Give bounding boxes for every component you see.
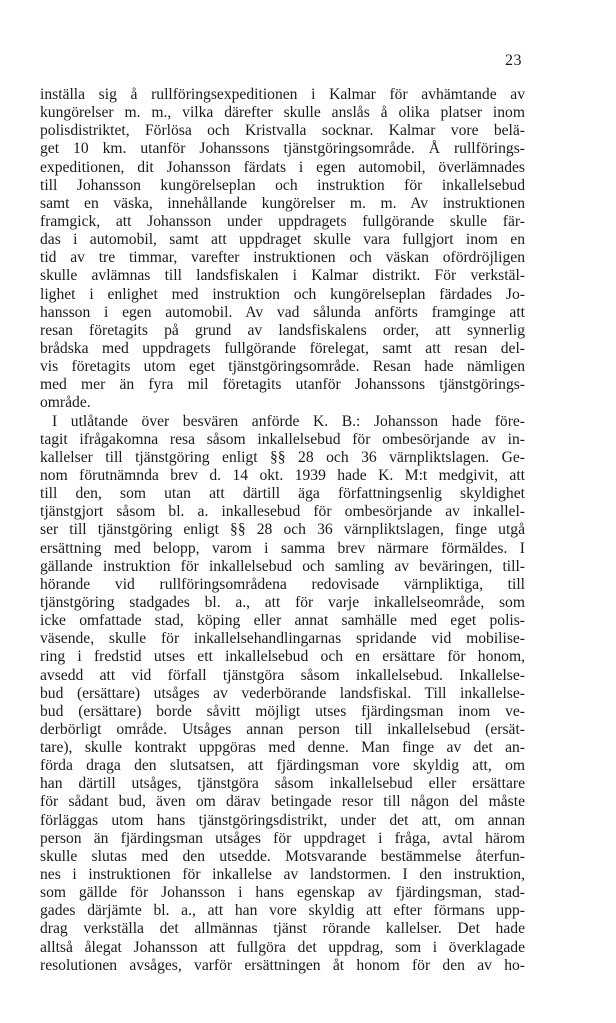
text-line: väsende, skulle för inkallelsehandlingarnas spridande vid mobilise- [40,630,525,648]
text-line: kungörelser m. m., vilka därefter skulle anslås å olika platser inom [40,104,525,122]
body-text [40,86,525,975]
text-line: get 10 km. utanför Johanssons tjänstgöringsområde. Å rullförings- [40,140,525,158]
text-line: som gällde för Johansson i hans egenskap av fjärdingsman, stad- [40,884,525,902]
text-line: nom förutnämnda brev d. 14 okt. 1939 hade K. M:t medgivit, att [40,466,525,484]
text-line: avsedd att vid förfall tjänstgöra såsom inkallelsebud. Inkallelse- [40,666,525,684]
page-number: 23 [505,52,522,69]
text-line: hansson i egen automobil. Av vad sålunda anförts framginge att [40,303,525,321]
text-line: kallelser till tjänstgöring enligt §§ 28 och 36 värnpliktslagen. Ge- [40,448,525,466]
text-line: tid av tre timmar, varefter instruktionen och väskan ofördröjligen [40,249,525,267]
text-line: derbörligt område. Utsåges annan person till inkallelsebud (ersät- [40,720,525,738]
text-line: bud (ersättare) utsåges av vederbörande landsfiskal. Till inkallelse- [40,684,525,702]
text-line: område. [40,394,91,412]
text-line: skulle slutas med den utsedde. Motsvarande bestämmelse återfun- [40,847,525,865]
text-line: samt en väska, innehållande kungörelser m. m. Av instruktionen [40,194,525,212]
text-line: icke omfattade stad, köping eller annat samhälle med eget polis- [40,612,525,630]
text-line: han därtill utsåges, tjänstgöra såsom inkallelsebud eller ersättare [40,775,525,793]
text-line: resan företagits på grund av landsfiskalens order, att synnerlig [40,321,525,339]
text-line: resolutionen avsåges, varför ersättningen åt honom för den av ho- [40,956,525,974]
text-line: hörande vid rullföringsområdena redovisade värnpliktiga, till [40,575,525,593]
text-line: till den, som utan att därtill äga författningsenlig skyldighet [40,485,525,503]
text-line: gällande instruktion för inkallelsebud och samling av beväringen, till- [40,557,525,575]
text-line: förda draga den slutsatsen, att fjärdingsman vore skyldig att, om [40,757,525,775]
text-line: ring i fredstid utses ett inkallelsebud och en ersättare för honom, [40,648,525,666]
text-line: inställa sig å rullföringsexpeditionen i Kalmar för avhämtande av [40,86,525,103]
text-line: ersättning med belopp, varom i samma brev närmare förmäldes. I [40,539,525,557]
text-line: framgick, att Johansson under uppdragets fullgörande skulle fär- [40,212,525,230]
text-line: skulle avlämnas till landsfiskalen i Kalmar distrikt. För verkstäl- [40,267,525,285]
text-line: gades därjämte bl. a., att han vore skyldig att efter förmans upp- [40,902,525,920]
text-line: ser till tjänstgöring enligt §§ 28 och 36 värnpliktslagen, finge utgå [40,521,525,539]
text-line: polisdistriktet, Förlösa och Kristvalla socknar. Kalmar vore belä- [40,122,525,140]
text-line: till Johansson kungörelseplan och instruktion för inkallelsebud [40,176,525,194]
text-line: brådska med uppdragets fullgörande förelegat, samt att resan del- [40,339,525,357]
text-line: med mer än fyra mil företagits utanför Johanssons tjänstgörings- [40,376,525,394]
text-line: tare), skulle kontrakt uppgöras med denne. Man finge av det an- [40,739,525,757]
text-line: förläggas utom hans tjänstgöringsdistrikt, under det att, om annan [40,811,525,829]
text-line: tjänstgöring stadgades bl. a., att för varje inkallelseområde, som [40,593,525,611]
text-line: för sådant bud, även om därav betingade resor till någon del måste [40,793,525,811]
text-line: alltså ålegat Johansson att fullgöra det uppdrag, som i överklagade [40,938,525,956]
text-line: drag verkställa det allmännas tjänst rörande kallelser. Det hade [40,920,525,938]
text-line: nes i instruktionen för inkallelse av landstormen. I den instruktion, [40,866,525,884]
text-line: bud (ersättare) borde såvitt möjligt utses fjärdingsman inom ve- [40,702,525,720]
text-line: vis företagits utom eget tjänstgöringsområde. Resan hade nämligen [40,358,525,376]
text-line: person än fjärdingsman utsåges för uppdraget i fråga, avtal härom [40,829,525,847]
text-line: tagit ifrågakomna resa såsom inkallelsebud för ombesörjande av in- [40,430,525,448]
text-line: das i automobil, samt att uppdraget skulle vara fullgjort inom en [40,231,525,249]
text-line: tjänstgjort såsom bl. a. inkallesebud för ombesörjande av inkallel- [40,503,525,521]
text-line: lighet i enlighet med instruktion och kungörelseplan färdades Jo- [40,285,525,303]
text-line: expeditionen, dit Johansson färdats i egen automobil, överlämnades [40,158,525,176]
text-line: I utlåtande över besvären anförde K. B.: Johansson hade före- [52,412,525,430]
